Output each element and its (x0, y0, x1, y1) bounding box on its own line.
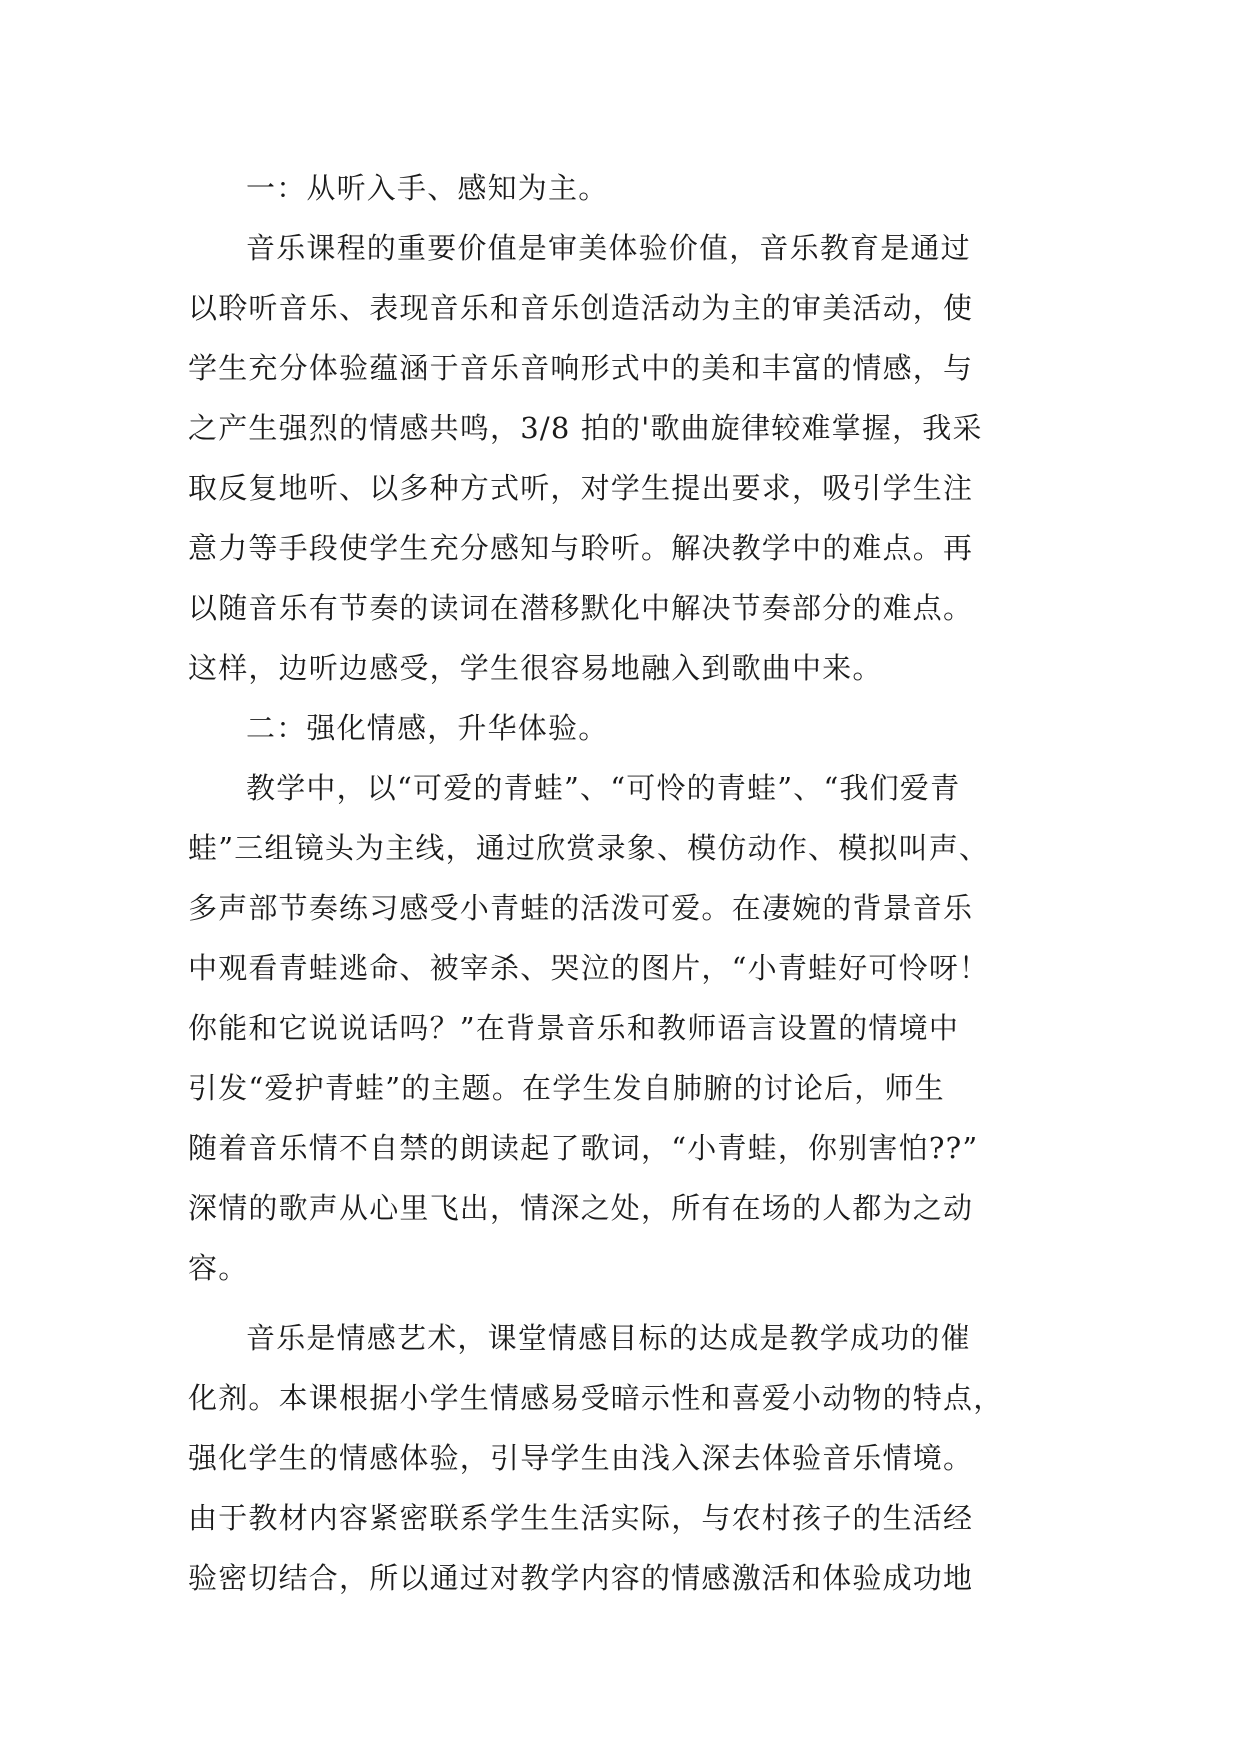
paragraph-line: 这样，边听边感受，学生很容易地融入到歌曲中来。 (188, 651, 883, 685)
paragraph-gap (188, 1298, 1068, 1308)
paragraph-line: 教学中，以“可爱的青蛙”、“可怜的青蛙”、“我们爱青 (246, 771, 961, 805)
paragraph-line: 强化学生的情感体验，引导学生由浅入深去体验音乐情境。 (188, 1441, 974, 1475)
paragraph-line: 你能和它说说话吗？”在背景音乐和教师语言设置的情境中 (188, 1011, 960, 1045)
paragraph-line: 以随音乐有节奏的读词在潜移默化中解决节奏部分的难点。 (188, 591, 974, 625)
section-heading-1: 一：从听入手、感知为主。 (246, 171, 609, 205)
paragraph-line: 深情的歌声从心里飞出，情深之处，所有在场的人都为之动 (188, 1191, 974, 1225)
paragraph-line: 音乐是情感艺术，课堂情感目标的达成是教学成功的催 (246, 1321, 971, 1355)
section-heading-2: 二：强化情感，升华体验。 (246, 711, 609, 745)
paragraph-line: 容。 (188, 1251, 249, 1285)
paragraph-line: 由于教材内容紧密联系学生生活实际，与农村孩子的生活经 (188, 1501, 974, 1535)
paragraph-line: 验密切结合，所以通过对教学内容的情感激活和体验成功地 (188, 1561, 974, 1595)
document-body (188, 158, 1068, 1608)
paragraph-line: 以聆听音乐、表现音乐和音乐创造活动为主的审美活动，使 (188, 291, 974, 325)
paragraph-line: 引发“爱护青蛙”的主题。在学生发自肺腑的讨论后，师生 (188, 1071, 945, 1105)
paragraph-line: 意力等手段使学生充分感知与聆听。解决教学中的难点。再 (188, 531, 974, 565)
paragraph-line: 音乐课程的重要价值是审美体验价值，音乐教育是通过 (246, 231, 971, 265)
paragraph-line: 化剂。本课根据小学生情感易受暗示性和喜爱小动物的特点， (188, 1381, 1004, 1415)
paragraph-line: 取反复地听、以多种方式听，对学生提出要求，吸引学生注 (188, 471, 974, 505)
paragraph-line: 中观看青蛙逃命、被宰杀、哭泣的图片，“小青蛙好可怜呀！ (188, 951, 990, 985)
paragraph-line: 学生充分体验蕴涵于音乐音响形式中的美和丰富的情感，与 (188, 351, 974, 385)
paragraph-line: 随着音乐情不自禁的朗读起了歌词，“小青蛙，你别害怕??” (188, 1131, 979, 1165)
paragraph-line: 之产生强烈的情感共鸣，3/8 拍的'歌曲旋律较难掌握，我采 (188, 411, 983, 445)
paragraph-line: 多声部节奏练习感受小青蛙的活泼可爱。在凄婉的背景音乐 (188, 891, 974, 925)
paragraph-line: 蛙”三组镜头为主线，通过欣赏录象、模仿动作、模拟叫声、 (188, 831, 990, 865)
